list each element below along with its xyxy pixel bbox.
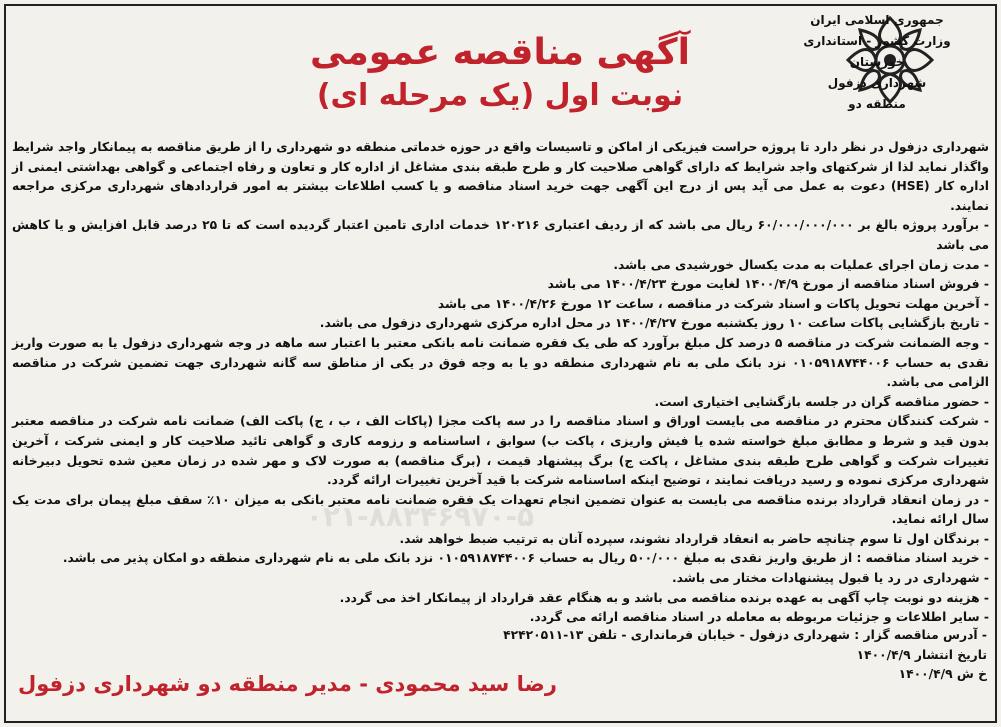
- notice-item: - برآورد پروژه بالغ بر ۶۰/۰۰۰/۰۰۰/۰۰۰ ریال می باشد که از ردیف اعتباری ۱۲۰۲۱۶ خدمات اداری تامین اعتبار گردیده است که تا ۲۵ درصد قابل افزایش و یا کاهش می باشد: [12, 218, 989, 252]
- address-line: - آدرس مناقصه گزار : شهرداری دزفول - خیابان فرمانداری - تلفن ۱۳-۴۲۴۲۰۵۱۱: [503, 628, 987, 642]
- notice-item: - خرید اسناد مناقصه : از طریق واریز نقدی به مبلغ ۵۰۰/۰۰۰ ریال به حساب ۰۱۰۵۹۱۸۷۴۴۰۰۶ نزد بانک ملی به نام شهرداری منطقه دو امکان پذیر می باشد.: [62, 551, 989, 566]
- page-title: آگهی مناقصه عمومی: [310, 32, 690, 73]
- reference-code: خ ش ۱۴۰۰/۴/۹: [898, 667, 987, 682]
- notice-item: - وجه الضمانت شرکت در مناقصه ۵ درصد کل مبلغ برآورد که طی یک فقره ضمانت نامه بانکی معتبر با اعتبار سه ماهه در وجه شهرداری دزفول یا به صورت واریز نقدی به حساب ۰۱۰۵۹۱۸۷۴۴۰۰۶ نزد بانک ملی به نام شهرداری منطقه دو یا به وجه فوق در یکی از مناطق سه گانه شهرداری جهت تضمین شرکت در مناقصه الزامی می باشد.: [12, 335, 989, 390]
- government-header: [777, 10, 977, 115]
- notice-item: - مدت زمان اجرای عملیات به مدت یکسال خورشیدی می باشد.: [613, 257, 989, 272]
- notice-item: - آخرین مهلت تحویل پاکات و اسناد شرکت در مناقصه ، ساعت ۱۲ مورخ ۱۴۰۰/۴/۲۶ می باشد: [437, 296, 989, 311]
- signer-name: رضا سید محمودی - مدیر منطقه دو شهرداری دزفول: [18, 672, 557, 696]
- gov-line-country: جمهوری اسلامی ایران: [810, 13, 944, 27]
- notice-item: - شرکت کنندگان محترم در مناقصه می بایست اوراق و اسناد مناقصه را در سه پاکت مجزا (پاکات الف ، ب ، ج) پاکت الف) ضمانت نامه شرکت در مناقصه معتبر بدون قید و شرط و مطابق مبلغ خواسته شده یا فیش واریزی ، پاکت ب) سوابق ، اساسنامه و رزومه کاری و گواهی تائید صلاحیت کار و ایمنی شرکت ، آخرین تغییرات شرکت و گواهی طرح طبقه بندی مشاغل ، پاکت ج) برگ پیشنهاد قیمت ، (برگ مناقصه) به صورت لاک و مهر شده در زمان معین شده تحویل دبیرخانه شهرداری مرکزی نموده و رسید دریافت نمایند ، توضیح اینکه اساسنامه شرکت با قید آخرین تغییرات ارائه گردد.: [12, 414, 989, 488]
- notice-item: - شهرداری در رد یا قبول پیشنهادات مختار می باشد.: [672, 571, 989, 586]
- gov-line-municipality: شهرداری دزفول: [827, 76, 927, 90]
- watermark-phone: ۰۲۱-۸۸۳۴۶۹۷۰-۵: [305, 500, 535, 533]
- notice-item: - حضور مناقصه گران در جلسه بازگشایی اختیاری است.: [654, 394, 989, 409]
- notice-item: - سایر اطلاعات و جزئیات مربوطه به معامله در اسناد مناقصه ارائه می گردد.: [529, 610, 989, 625]
- publish-date: تاریخ انتشار ۱۴۰۰/۴/۹: [856, 647, 987, 662]
- notice-body: [12, 138, 989, 628]
- gov-line-district: منطقه دو: [848, 97, 906, 111]
- notice-item: - فروش اسناد مناقصه از مورخ ۱۴۰۰/۴/۹ لغایت مورخ ۱۴۰۰/۴/۲۳ می باشد: [547, 277, 989, 292]
- notice-item: - برندگان اول تا سوم چنانچه حاضر به انعقاد قرارداد نشوند، سپرده آنان به ترتیب ضبط خواهد شد.: [399, 531, 989, 546]
- page-subtitle: نوبت اول (یک مرحله ای): [316, 78, 684, 113]
- notice-item: - تاریخ بازگشایی پاکات ساعت ۱۰ روز یکشنبه مورخ ۱۴۰۰/۴/۲۷ در محل اداره مرکزی شهرداری دزفول می باشد.: [319, 316, 989, 331]
- notice-item: - هزینه دو نوبت چاپ آگهی به عهده برنده مناقصه می باشد و به هنگام عقد قرارداد از پیمانکار اخذ می گردد.: [339, 590, 989, 605]
- notice-item: - در زمان انعقاد قرارداد برنده مناقصه می بایست به عنوان تضمین انجام تعهدات یک فقره ضمانت نامه معتبر بانکی به میزان ۱۰٪ سقف مبلغ پیمان برای مدت یک سال ارائه نماید.: [12, 492, 989, 527]
- notice-intro: شهرداری دزفول در نظر دارد تا پروژه حراست فیزیکی از اماکن و تاسیسات واقع در حوزه خدماتی منطقه دو شهرداری را از طریق مناقصه به پیمانکار واجد شرایط واگذار نماید لذا از شرکتهای واجد شرایط که دارای گواهی صلاحیت کار و طرح طبقه بندی مشاغل از اداره کار و تعاون و رفاه اجتماعی و گواهی بهداشتی ایمنی از اداره کار (HSE) دعوت به عمل می آید پس از درج این آگهی جهت خرید اسناد مناقصه و یا کسب اطلاعات بیشتر به امور قراردادهای شهرداری مرکزی مراجعه نمایند.: [12, 140, 990, 213]
- notice-title-block: [300, 30, 700, 116]
- gov-line-ministry: وزارت کشور - استانداری خوزستان: [803, 34, 951, 69]
